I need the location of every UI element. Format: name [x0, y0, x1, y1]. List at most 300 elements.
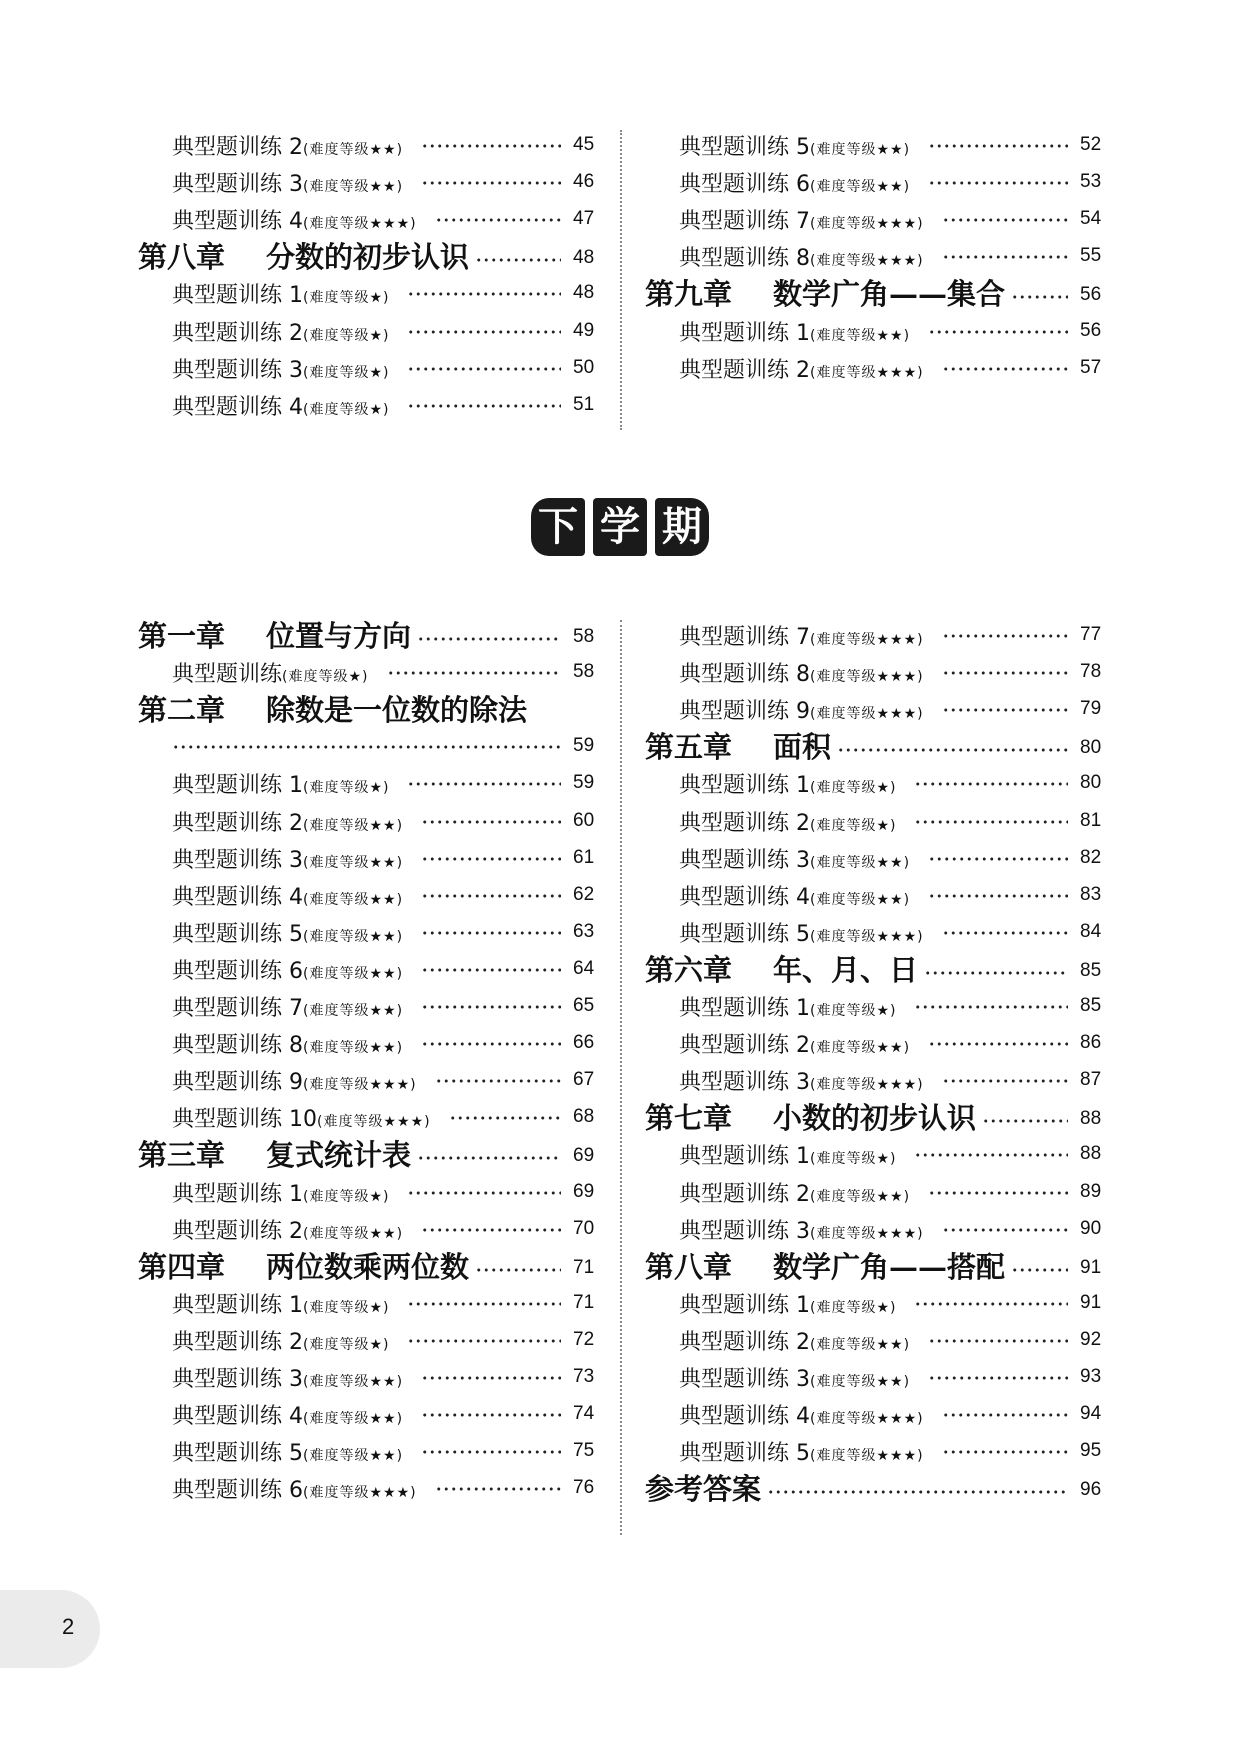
- toc-entry-label: [679, 1436, 924, 1467]
- difficulty-rating: (难度等级★★★): [303, 1485, 417, 1502]
- toc-entry-label: [679, 353, 924, 384]
- toc-entry-title: 典型题训练 2: [679, 810, 810, 836]
- page-ref: 58: [573, 661, 595, 683]
- page-ref: 85: [1080, 995, 1102, 1016]
- toc-entry-title: 典型题训练 3: [679, 847, 810, 873]
- page-ref: 80: [1080, 772, 1102, 794]
- leader-dots: [435, 1486, 561, 1492]
- chapter-title: 分数的初步认识: [266, 240, 470, 275]
- leader-dots: [928, 893, 1068, 899]
- difficulty-rating: (难度等级★★★): [810, 1225, 924, 1242]
- difficulty-rating: (难度等级★★): [303, 1003, 404, 1019]
- toc-entry: [138, 843, 618, 877]
- difficulty-rating: (难度等级★): [810, 1299, 897, 1316]
- toc-entry-title: 典型题训练 7: [679, 625, 810, 650]
- difficulty-rating: (难度等级★): [303, 290, 390, 307]
- term-title-char: 下: [531, 498, 585, 556]
- page-ref: 95: [1080, 1440, 1102, 1462]
- toc-entry-title: 典型题训练 2: [172, 135, 303, 160]
- difficulty-rating: (难度等级★★): [303, 965, 404, 982]
- page-ref: 91: [1080, 1291, 1102, 1313]
- toc-entry-label: [172, 316, 389, 347]
- toc-entry-label: [679, 657, 924, 688]
- toc-entry-title: 典型题训练 4: [679, 884, 810, 910]
- toc-entry-title: 典型题训练 3: [172, 172, 303, 198]
- leader-dots: [421, 1041, 561, 1047]
- difficulty-rating: (难度等级★): [303, 780, 390, 797]
- toc-entry-title: 典型题训练 8: [679, 246, 810, 272]
- toc-entry-label: [172, 167, 403, 198]
- toc-entry-label: [679, 316, 910, 347]
- toc-entry-title: 典型题训练 3: [679, 1070, 810, 1096]
- page-ref: 91: [1080, 1256, 1102, 1278]
- difficulty-rating: (难度等级★★): [303, 891, 404, 908]
- page-ref: 48: [573, 282, 595, 304]
- page-ref: 65: [573, 995, 595, 1016]
- toc-entry-label: [679, 1325, 910, 1356]
- difficulty-rating: (难度等级★): [810, 1151, 897, 1168]
- toc-entry: [138, 204, 618, 238]
- leader-dots: [407, 1190, 561, 1196]
- leader-dots: [942, 1449, 1068, 1455]
- toc-entry-label: [172, 1436, 403, 1467]
- leader-dots: [928, 143, 1068, 149]
- toc-entry: [138, 657, 618, 691]
- page-ref: 54: [1080, 208, 1102, 230]
- chapter-number: 第七章: [645, 1101, 733, 1136]
- difficulty-rating: (难度等级★★★): [317, 1114, 431, 1131]
- difficulty-rating: (难度等级★★): [303, 928, 404, 945]
- toc-entry: [138, 991, 618, 1025]
- difficulty-rating: (难度等级★): [303, 1336, 390, 1353]
- toc-entry: [138, 806, 618, 840]
- page-ref: 71: [573, 1256, 595, 1278]
- page-ref: 50: [573, 356, 595, 378]
- toc-entry-label: [679, 1399, 924, 1430]
- leader-dots: [407, 329, 561, 335]
- toc-chapter-label: [645, 1245, 1005, 1286]
- toc-entry-title: 典型题训练 2: [679, 1033, 810, 1059]
- difficulty-rating: (难度等级★★): [303, 1411, 404, 1428]
- toc-entry: [645, 991, 1125, 1025]
- toc-entry-label: [172, 353, 389, 384]
- difficulty-rating: (难度等级★★): [303, 179, 404, 196]
- page-ref: 56: [1080, 319, 1102, 341]
- toc-entry-title: 典型题训练 6: [172, 1478, 303, 1504]
- page-ref: 73: [573, 1366, 595, 1387]
- toc-entry-title: 典型题训练 8: [172, 1033, 303, 1059]
- leader-dots: [942, 254, 1068, 260]
- leader-dots: [1011, 294, 1068, 300]
- leader-dots: [172, 744, 561, 750]
- page-ref: 88: [1080, 1108, 1102, 1130]
- toc-entry: [645, 657, 1125, 691]
- toc-entry: [645, 1177, 1125, 1211]
- page-ref: 48: [573, 247, 595, 269]
- difficulty-rating: (难度等级★★): [810, 327, 911, 344]
- toc-chapter-label: [138, 1133, 411, 1174]
- difficulty-rating: (难度等级★★): [303, 1374, 404, 1390]
- toc-entry-title: 典型题训练: [172, 662, 283, 688]
- toc-entry-title: 典型题训练 5: [679, 1441, 810, 1467]
- toc-entry: [645, 880, 1125, 914]
- difficulty-rating: (难度等级★): [810, 817, 897, 834]
- toc-entry-title: 典型题训练 1: [679, 320, 810, 346]
- page-number: 2: [62, 1614, 75, 1639]
- toc-entry-title: 典型题训练 1: [172, 773, 303, 799]
- toc-entry-label: [172, 991, 403, 1022]
- leader-dots: [421, 930, 561, 936]
- difficulty-rating: (难度等级★): [303, 1188, 390, 1205]
- difficulty-rating: (难度等级★★★): [810, 216, 924, 233]
- toc-entry: [645, 620, 1125, 654]
- chapter-title: 两位数乘两位数: [266, 1249, 470, 1284]
- page-ref: 52: [1080, 134, 1102, 155]
- toc-entry: [138, 390, 618, 424]
- toc-entry-label: [172, 278, 389, 309]
- toc-entry-label: [679, 167, 910, 198]
- toc-entry: [138, 768, 618, 802]
- leader-dots: [942, 1078, 1068, 1084]
- difficulty-rating: (难度等级★★★): [810, 1448, 924, 1465]
- difficulty-rating: (难度等级★★★): [303, 216, 417, 233]
- page-ref: 93: [1080, 1366, 1102, 1387]
- leader-dots: [942, 930, 1068, 936]
- toc-entry-title: 典型题训练 4: [172, 1404, 303, 1430]
- page-ref: 55: [1080, 245, 1102, 267]
- toc-entry-label: [679, 204, 924, 235]
- toc-chapter-label: [645, 1096, 976, 1137]
- page-ref: 51: [573, 393, 595, 415]
- toc-entry-label: [679, 1288, 896, 1319]
- leader-dots: [928, 329, 1068, 335]
- leader-dots: [942, 1227, 1068, 1233]
- column-divider-upper: [620, 130, 622, 430]
- term-title-banner: [531, 498, 711, 558]
- toc-entry-title: 典型题训练 8: [679, 662, 810, 688]
- toc-entry: [645, 1065, 1125, 1099]
- leader-dots: [421, 1449, 561, 1455]
- toc-entry-label: [172, 768, 389, 799]
- toc-entry-label: [679, 1139, 896, 1170]
- chapter-number: 第八章: [138, 240, 226, 275]
- toc-entry: [645, 1436, 1125, 1470]
- page-ref: 58: [573, 626, 595, 647]
- toc-entry: [138, 1436, 618, 1470]
- toc-entry-label: [679, 806, 896, 837]
- toc-entry-title: 典型题训练 1: [172, 1292, 303, 1318]
- leader-dots: [417, 1155, 561, 1161]
- difficulty-rating: (难度等级★): [282, 669, 369, 686]
- toc-entry: [645, 694, 1125, 728]
- toc-entry: [645, 1288, 1125, 1322]
- leader-dots: [942, 217, 1068, 223]
- toc-chapter-entry: [645, 278, 1125, 312]
- toc-entry-title: 典型题训练 2: [172, 1329, 303, 1355]
- page-ref: 59: [573, 735, 595, 757]
- leader-dots: [942, 707, 1068, 713]
- toc-entry: [138, 1399, 618, 1433]
- toc-chapter-entry: [138, 694, 618, 728]
- page-ref: 83: [1080, 883, 1102, 905]
- leader-dots: [417, 636, 561, 642]
- difficulty-rating: (难度等级★★): [810, 891, 911, 908]
- toc-entry-label: [172, 954, 403, 985]
- chapter-title: 面积: [773, 730, 832, 765]
- toc-entry: [645, 130, 1125, 164]
- toc-chapter-entry: [645, 1102, 1125, 1136]
- leader-dots: [928, 1338, 1068, 1344]
- toc-chapter-label: [138, 1245, 469, 1286]
- leader-dots: [942, 1412, 1068, 1418]
- difficulty-rating: (难度等级★★★): [810, 364, 924, 381]
- toc-entry-label: [172, 1177, 389, 1208]
- leader-dots: [924, 970, 1068, 976]
- toc-entry-title: 典型题训练 4: [172, 884, 303, 910]
- toc-entry: [645, 843, 1125, 877]
- page-ref: 66: [573, 1032, 595, 1054]
- toc-entry: [138, 880, 618, 914]
- toc-entry-title: 典型题训练 9: [172, 1070, 303, 1096]
- toc-entry-title: 典型题训练 1: [679, 1292, 810, 1318]
- leader-dots: [837, 747, 1068, 753]
- toc-entry: [138, 954, 618, 988]
- toc-entry-label: [172, 204, 417, 235]
- toc-entry-label: [172, 917, 403, 948]
- toc-entry-title: 典型题训练 2: [679, 1329, 810, 1355]
- toc-entry-title: 典型题训练 3: [172, 847, 303, 873]
- toc-entry: [138, 731, 618, 765]
- leader-dots: [928, 1190, 1068, 1196]
- chapter-number: 第四章: [138, 1249, 226, 1284]
- toc-entry-title: 典型题训练 5: [172, 921, 303, 947]
- toc-entry-title: 典型题训练 3: [679, 1367, 810, 1392]
- toc-chapter-label: [645, 1467, 761, 1508]
- page-ref: 87: [1080, 1069, 1102, 1091]
- toc-entry-label: [679, 694, 924, 725]
- page-ref: 56: [1080, 284, 1102, 306]
- toc-chapter-entry: [138, 620, 618, 654]
- toc-entry-label: [679, 1065, 924, 1096]
- difficulty-rating: (难度等级★★): [303, 854, 404, 871]
- toc-entry: [645, 316, 1125, 350]
- leader-dots: [421, 1375, 561, 1381]
- term-title-char: 学: [593, 498, 647, 556]
- page-ref: 72: [573, 1328, 595, 1350]
- toc-entry-title: 典型题训练 1: [679, 773, 810, 799]
- toc-entry: [138, 1065, 618, 1099]
- toc-chapter-label: [138, 688, 527, 729]
- leader-dots: [914, 1301, 1068, 1307]
- page-ref: 82: [1080, 846, 1102, 868]
- page-ref: 76: [573, 1477, 595, 1499]
- chapter-number: 第九章: [645, 277, 733, 312]
- toc-entry-title: 典型题训练 2: [172, 810, 303, 836]
- toc-entry-label: [172, 1362, 403, 1393]
- toc-entry-label: [679, 991, 896, 1022]
- toc-chapter-entry: [138, 1251, 618, 1285]
- toc-entry-label: [172, 1028, 403, 1059]
- chapter-number: 第五章: [645, 730, 733, 765]
- difficulty-rating: (难度等级★★): [810, 179, 911, 196]
- page-ref: 80: [1080, 737, 1102, 759]
- toc-entry-label: [679, 1177, 910, 1208]
- toc-entry-title: 典型题训练 6: [172, 958, 303, 984]
- leader-dots: [407, 403, 561, 409]
- difficulty-rating: (难度等级★★): [810, 1336, 911, 1353]
- toc-entry: [138, 1325, 618, 1359]
- toc-entry-label: [172, 1102, 431, 1133]
- column-divider-lower: [620, 620, 622, 1535]
- toc-entry-title: 典型题训练 3: [679, 1218, 810, 1244]
- term-title-char: 期: [655, 498, 709, 556]
- toc-chapter-label: [645, 272, 1005, 313]
- toc-entry: [138, 1288, 618, 1322]
- leader-dots: [914, 1152, 1068, 1158]
- page-ref: 81: [1080, 809, 1102, 831]
- toc-entry-label: [172, 657, 369, 688]
- leader-dots: [942, 670, 1068, 676]
- toc-entry: [138, 1214, 618, 1248]
- page-ref: 53: [1080, 171, 1102, 193]
- toc-entry-label: [172, 880, 403, 911]
- toc-entry-label: [679, 880, 910, 911]
- toc-entry-label: [679, 768, 896, 799]
- difficulty-rating: (难度等级★★★): [303, 1077, 417, 1094]
- toc-entry-label: [172, 390, 389, 421]
- page-ref: 75: [573, 1440, 595, 1462]
- toc-entry-label: [679, 1028, 910, 1059]
- toc-entry-label: [172, 1473, 417, 1504]
- toc-chapter-label: [645, 725, 831, 766]
- leader-dots: [421, 180, 561, 186]
- page-number-tab: [0, 1590, 100, 1668]
- leader-dots: [475, 257, 561, 263]
- chapter-title: 年、月、日: [773, 952, 919, 987]
- leader-dots: [928, 1375, 1068, 1381]
- toc-entry-title: 典型题训练 5: [679, 135, 810, 160]
- difficulty-rating: (难度等级★★★): [810, 928, 924, 945]
- toc-entry-label: [679, 241, 924, 272]
- toc-entry: [138, 1362, 618, 1396]
- toc-entry: [645, 1362, 1125, 1396]
- difficulty-rating: (难度等级★): [810, 1003, 897, 1019]
- toc-entry: [138, 1473, 618, 1507]
- toc-entry: [138, 1102, 618, 1136]
- leader-dots: [942, 366, 1068, 372]
- page-ref: 47: [573, 208, 595, 230]
- leader-dots: [435, 217, 561, 223]
- toc-chapter-entry: [645, 1473, 1125, 1507]
- toc-entry-title: 典型题训练 4: [172, 394, 303, 420]
- leader-dots: [767, 1489, 1068, 1495]
- difficulty-rating: (难度等级★★★): [810, 632, 924, 648]
- toc-entry-title: 典型题训练 2: [679, 1181, 810, 1207]
- difficulty-rating: (难度等级★★): [303, 817, 404, 834]
- toc-chapter-label: [138, 235, 469, 276]
- page-ref: 89: [1080, 1180, 1102, 1202]
- chapter-number: 第八章: [645, 1249, 733, 1284]
- toc-entry-title: 典型题训练 3: [172, 357, 303, 383]
- chapter-number: 第二章: [138, 693, 226, 728]
- difficulty-rating: (难度等级★): [810, 780, 897, 797]
- page-ref: 62: [573, 883, 595, 905]
- page-ref: 61: [573, 846, 595, 868]
- page-ref: 92: [1080, 1328, 1102, 1350]
- leader-dots: [928, 1041, 1068, 1047]
- page-ref: 45: [573, 134, 595, 155]
- toc-entry-title: 典型题训练 2: [679, 357, 810, 383]
- difficulty-rating: (难度等级★★): [810, 142, 911, 158]
- toc-entry-title: 典型题训练 6: [679, 172, 810, 198]
- page-ref: 88: [1080, 1143, 1102, 1165]
- toc-entry: [138, 1177, 618, 1211]
- toc-entry: [645, 768, 1125, 802]
- toc-entry-label: [172, 130, 403, 161]
- page-ref: 79: [1080, 698, 1102, 720]
- toc-entry: [645, 1399, 1125, 1433]
- leader-dots: [1011, 1267, 1068, 1273]
- toc-entry: [138, 278, 618, 312]
- page-ref: 71: [573, 1291, 595, 1313]
- difficulty-rating: (难度等级★★★): [810, 1411, 924, 1428]
- toc-entry-title: 典型题训练 1: [172, 283, 303, 309]
- toc-entry: [645, 353, 1125, 387]
- toc-entry-label: [679, 130, 910, 161]
- toc-entry-label: [172, 1214, 403, 1245]
- page-ref: 78: [1080, 661, 1102, 683]
- difficulty-rating: (难度等级★★): [810, 854, 911, 871]
- toc-entry-label: [172, 1399, 403, 1430]
- toc-entry-title: 典型题训练 3: [172, 1367, 303, 1392]
- chapter-title: 数学广角——集合: [773, 277, 1006, 312]
- difficulty-rating: (难度等级★★): [810, 1374, 911, 1390]
- toc-entry-title: 典型题训练 7: [172, 996, 303, 1021]
- toc-entry-label: [679, 917, 924, 948]
- toc-entry-title: 典型题训练 5: [679, 921, 810, 947]
- page-ref: 46: [573, 171, 595, 193]
- page-ref: 70: [573, 1217, 595, 1239]
- page-ref: 60: [573, 809, 595, 831]
- page-ref: 77: [1080, 624, 1102, 645]
- page-ref: 69: [573, 1180, 595, 1202]
- toc-entry-label: [172, 843, 403, 874]
- toc-entry-label: [679, 1362, 910, 1393]
- toc-entry-label: [172, 1288, 389, 1319]
- leader-dots: [421, 1227, 561, 1233]
- toc-entry-title: 典型题训练 4: [172, 209, 303, 235]
- leader-dots: [407, 1301, 561, 1307]
- chapter-number: 第六章: [645, 952, 733, 987]
- toc-entry: [645, 167, 1125, 201]
- leader-dots: [407, 366, 561, 372]
- toc-entry-label: [679, 620, 924, 651]
- difficulty-rating: (难度等级★): [303, 1299, 390, 1316]
- toc-entry-title: 典型题训练 1: [679, 996, 810, 1021]
- toc-entry: [138, 917, 618, 951]
- difficulty-rating: (难度等级★): [303, 401, 390, 418]
- leader-dots: [421, 1412, 561, 1418]
- toc-entry-label: [679, 1214, 924, 1245]
- leader-dots: [407, 781, 561, 787]
- difficulty-rating: (难度等级★★★): [810, 253, 924, 270]
- leader-dots: [407, 291, 561, 297]
- toc-entry-title: 典型题训练 2: [172, 320, 303, 346]
- toc-entry: [138, 167, 618, 201]
- chapter-number: 第三章: [138, 1138, 226, 1173]
- toc-entry-title: 典型题训练 1: [679, 1144, 810, 1170]
- toc-entry-label: [679, 843, 910, 874]
